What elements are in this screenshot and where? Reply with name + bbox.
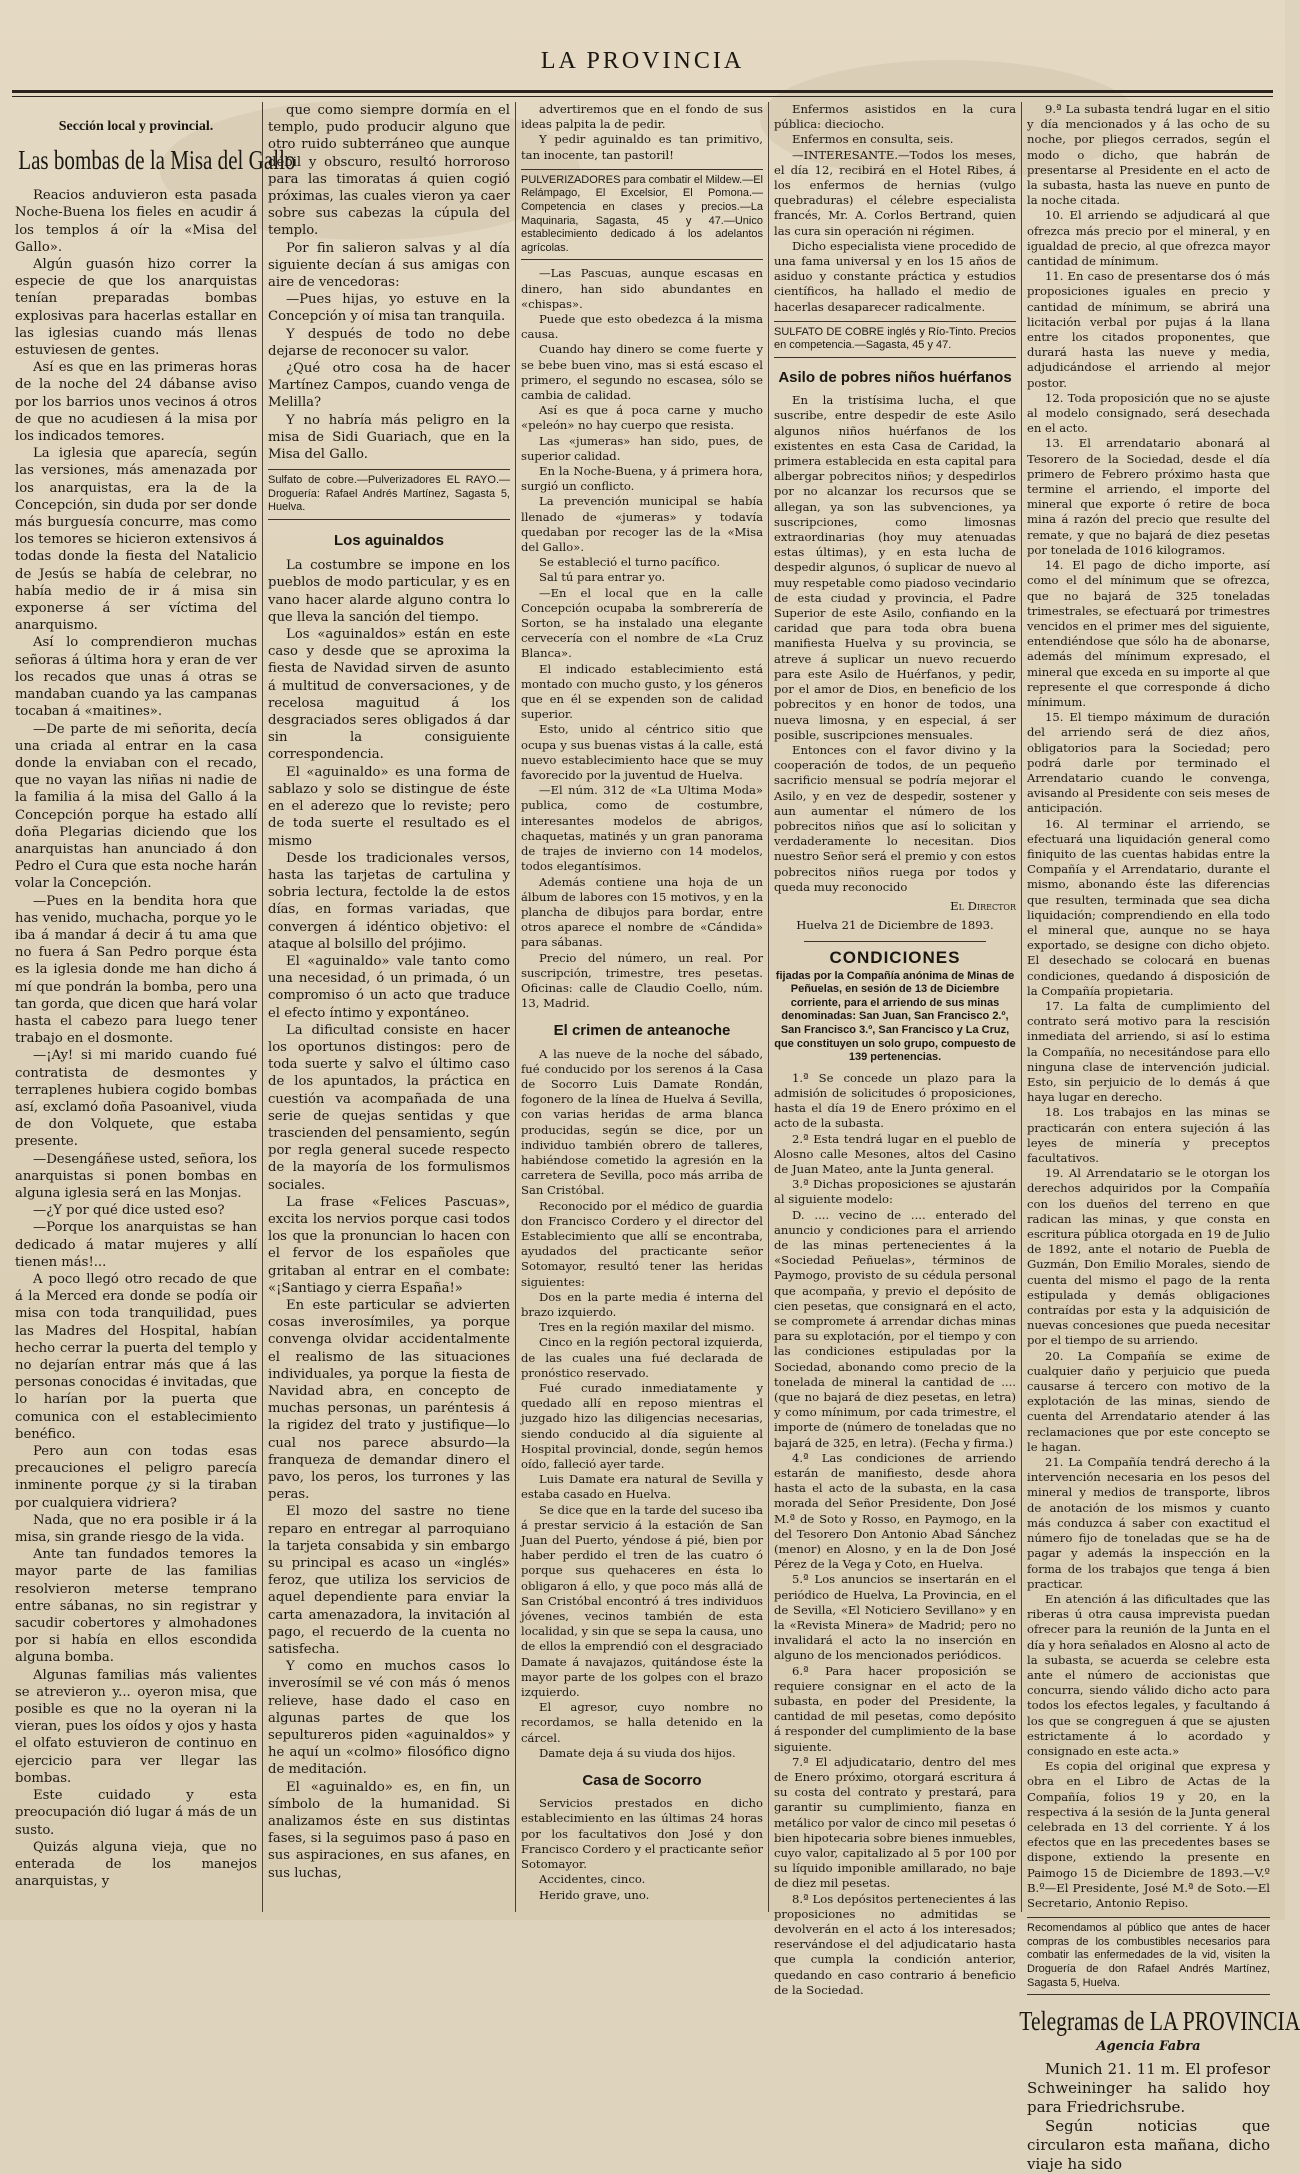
paragraph: En la tristísima lucha, el que suscribe, entre despedir de este Asilo algunos niños huérfanos de los existentes en esta Casa de Caridad, la primera establecida en esta capital para albergar pobrecitos niños; y despedirlos por no alcanzar los recursos que se allegan, ya son las subvenciones, ya suscripciones, como limosnas extraordinarias (hoy muy atenuadas estas últimas), y en esta lucha de despedir algunos, ó suplicar de nuevo al muy respetable como piadoso vecindario de esta ciudad y provincia, el Padre Superior de este Asilo, confiando en la caridad que para toda obra buena manifiesta Huelva y su provincia, se atreve á suplicar un nuevo recuerdo para este Asilo de Huérfanos, y pedir, por el amor de Dios, en beneficio de los pobrecitos y en honor de todos, una nueva limosna, y en especial, á ser posible, suscripciones mensuales.: [774, 393, 1016, 742]
paragraph: Se dice que en la tarde del suceso iba á prestar servicio á la estación de San Juan del Puerto, yéndose á pié, bien por haber perdido el tren de las cuatro ó porque sus quehaceres en ésta lo obligaron á ello, y que poco más allá de San Cristóbal encontró á tres individuos jóvenes, vecinos también de esta localidad, y sin que se sepa la causa, uno de ellos la emprendió con el desgraciado Damate á navajazos, quitándose éste la mayor parte de los golpes con el brazo izquierdo.: [521, 1502, 763, 1700]
paragraph: Herido grave, uno.: [539, 1887, 650, 1902]
signature: El Director: [950, 898, 1016, 913]
column-1: [10, 102, 296, 1912]
paragraph: Dos en la parte media é interna del brazo izquierdo.: [521, 1289, 763, 1319]
paragraph: La frase «Felices Pascuas», excita los nervios porque casi todos los que la pronuncian lo hacen con el fervor de los españoles que gritaban al entrar en el combate: «¡Santiago y cierra España!»: [268, 1194, 510, 1296]
paragraph: A las nueve de la noche del sábado, fué conducido por los serenos á la Casa de Socorro Luis Damate Rondán, fogonero de la línea de Huelva á Sevilla, con varias heridas de arma blanca producidas, según se dice, por un individuo también obrero de talleres, habiéndose cometido la agresión en la carretera de Sevilla, poco más arriba de San Cristóbal.: [521, 1046, 763, 1198]
paragraph: Puede que esto obedezca á la misma causa.: [521, 311, 763, 342]
paragraph: —El núm. 312 de «La Ultima Moda» publica, como de costumbre, interesantes modelos de abrigos, chaquetas, matinés y un gran panorama de trajes de invierno con 14 modelos, todos elegantísimos.: [521, 783, 763, 874]
paragraph: —Porque los anarquistas se han dedicado á matar mujeres y allí tienen más!...: [15, 1220, 257, 1270]
article-body: [268, 557, 510, 1882]
paragraph: 1.ª Se concede un plazo para la admisión de solicitudes ó proposiciones, hasta el día 19 de Enero próximo en el acto de la subasta.: [774, 1070, 1016, 1131]
section-heading: Sección local y provincial.: [58, 119, 214, 134]
paragraph: Y no habría más peligro en la misa de Sidi Guariach, que en la Misa del Gallo.: [268, 412, 510, 463]
agency-name: Agencia Fabra: [1096, 2039, 1201, 2055]
paragraph: Nada, que no era posible ir á la misa, sin grande riesgo de la vida.: [15, 1512, 257, 1546]
paragraph: —De parte de mi señorita, decía una criada al entrar en la casa donde la enviaban con el recado, que no vayan las niñas ni nadie de la familia á la misa del Gallo á la Concepción porque ha estado allí doña Plegarias diciendo que los anarquistas han anunciado á don Pedro el Cura que esta noche harán volar la Concepción.: [15, 721, 257, 892]
paragraph: Entonces con el favor divino y la cooperación de todos, de un pequeño sacrificio mensual se podría mejorar el Asilo, y en vez de despedir, sostener y aun aumentar el número de los pobrecitos niños que así lo solicitan y verdaderamente lo necesitan. Dios nuestro Señor será el premio y con estos pobrecitos niños ruega por todos y queda muy reconocido: [774, 742, 1016, 894]
headline-telegramas: Telegramas de LA PROVINCIA: [1019, 2006, 1300, 2037]
paragraph: ¿Qué otro cosa ha de hacer Martínez Campos, cuando venga de Melilla?: [268, 361, 510, 411]
divider: [804, 941, 986, 942]
article-body: [774, 393, 1016, 895]
article-continuation: [268, 102, 510, 463]
paragraph: Precio del número, un real. Por suscripción, trimestre, tres pesetas. Oficinas: calle de Claudio Coello, núm. 13, Madrid.: [521, 950, 763, 1011]
paragraph: 2.ª Esta tendrá lugar en el pueblo de Alosno calle Mesones, altos del Casino de Juan Mateo, ante la Junta general.: [774, 1131, 1016, 1176]
paragraph: Y como en muchos casos lo inverosímil se vé con más ó menos relieve, hase dado el caso en algunas partes de que los sepultureros piden «aguinaldos» y he aquí un «colmo» filosófico digno de meditación.: [268, 1659, 510, 1778]
paragraph: La prevención municipal se había llenado de «jumeras» y todavía quedaban por recoger las de la «Misa del Gallo».: [521, 494, 763, 555]
paragraph: —Pues en la bendita hora que has venido, muchacha, porque yo le iba á mandar á decir á tu ama que no fuera á San Pedro porque ésta es la iglesia donde me han dicho á mí que pondrán la bomba, pero una tan gorda, que dicen que hará volar hasta el cabezo para luego tener trabajo en el dosmonte.: [15, 893, 257, 1047]
news-items: [774, 102, 1016, 315]
condiciones-subtitle: fijadas por la Compañía anónima de Minas de Peñuelas, en sesión de 13 de Diciembre corriente, para el arriendo de sus minas denominadas: San Juan, San Francisco 2.º, San Francisco 3.º, San Francisco y La Cruz, que constituyen un solo grupo, compuesto de 139 pertenencias.: [774, 969, 1016, 1064]
paragraph: El agresor, cuyo nombre no recordamos, se halla detenido en la cárcel.: [521, 1700, 763, 1745]
paragraph: Y pedir aguinaldo es tan primitivo, tan inocente, tan pastoril!: [521, 132, 763, 162]
paragraph: 17. La falta de cumplimiento del contrato será motivo para la rescisión inmediata del arriendo, si así lo estima la Compañía, no necesitándose para ello ninguna clase de intervención judicial. Esto, sin perjuicio de lo demás á que haya lugar en derecho.: [1027, 998, 1270, 1105]
paragraph: 19. Al Arrendatario se le otorgan los derechos adquiridos por la Compañía con los dueños del terreno en que radican las minas, y que consta en escritura pública otorgada en 19 de Julio de 1892, ante el notario de Puebla de Guzmán, Don Emilio Morales, siendo de cuenta del mismo el pago de la renta estipulada y demás obligaciones contraídas por esta y la adquisición de nuevas concesiones que pueda necesitar por el tiempo de su arriendo.: [1027, 1166, 1270, 1348]
paragraph: Por fin salieron salvas y al día siguiente decían á sus amigas con aire de vencedoras:: [268, 240, 510, 291]
paragraph: Además contiene una hoja de un álbum de labores con 15 motivos, y en la plancha de dibujos para bordar, entre otros aparece el nombre de «Cándida» para sábanas.: [521, 874, 763, 950]
paragraph: En atención á las dificultades que las riberas ú otra causa imprevista puedan ofrecer para la reunión de la Junta en el día y hora señalados en Alosno al acto de la subasta, se acuerda se celebre esta ante el número de accionistas que concurra, siendo válido dicho acto para todos los efectos legales, y facultando á los que se congreguen á que se ajusten estrictamente á lo acordado y consignado en este acta.»: [1027, 1591, 1270, 1758]
paragraph: El «aguinaldo» vale tanto como una necesidad, ó un primada, ó un compromiso ó un acto que traduce el efecto íntimo y expontáneo.: [268, 953, 510, 1021]
paragraph: 18. Los trabajos en las minas se practicarán con entera sujeción á las leyes de minería y preceptos facultativos.: [1027, 1105, 1270, 1166]
paragraph: Accidentes, cinco.: [539, 1872, 646, 1887]
paragraph: 12. Toda proposición que no se ajuste al modelo consignado, será desechada en el acto.: [1027, 390, 1270, 436]
advert-sulfato-cobre: SULFATO DE COBRE inglés y Río-Tinto. Precios en competencia.—Sagasta, 45 y 47.: [774, 321, 1016, 358]
paragraph: Dicho especialista viene procedido de una fama universal y en los 15 años de asiduo y constante práctica y estudios científicos, ha hallado el medio de hacerlas desaparecer radicalmente.: [774, 238, 1016, 314]
paragraph: Reconocido por el médico de guardia don Francisco Cordero y el director del Establecimiento que allí se encontraba, ayudados del practicante señor Sotomayor, resultó tener las heridas siguientes:: [521, 1198, 763, 1289]
paragraph: En este particular se advierten cosas inverosímiles, ya porque convenga olvidar accidentalmente el realismo de las situaciones individuales, ya porque la fiesta de Navidad abra, en concepto de muchas personas, un paréntesis á la rigidez del trato y justifique—lo cual nos parece absurdo—la franqueza de demandar dinero el pavo, los peros, los turrones y las peras.: [268, 1297, 510, 1503]
paragraph: 16. Al terminar el arriendo, se efectuará una liquidación general como finiquito de las cuentas habidas entre la Compañía y el Arrendatario, durante el mismo, abonando éste las diferencias que resulten, terminada que sea dicha liquidación; comprendiendo en ella todo el mineral que, aunque no se haya exportado, se designe con dicho objeto. El desechado se colocará en buenas condiciones, quedando á disposición de la Compañía propietaria.: [1027, 816, 1270, 998]
paragraph: 3.ª Dichas proposiciones se ajustarán al siguiente modelo:: [774, 1177, 1016, 1207]
headline-casa-socorro: Casa de Socorro: [582, 1772, 702, 1790]
paragraph: Es copia del original que expresa y obra en el Libro de Actas de la Compañía, folios 19 y 20, en la respectiva á la sesión de la Junta general celebrada en 13 del corriente. Y á los efectos que en las precedentes bases se dispone, extiendo la presente en Paimogo 15 de Diciembre de 1893.—V.º B.º—El Presidente, José M.ª de Soto.—El Secretario, Antonio Repiso.: [1027, 1759, 1270, 1910]
news-items: [521, 266, 763, 1011]
paragraph: —Pues hijas, yo estuve en la Concepción y oí misa tan tranquila.: [268, 292, 510, 325]
column-3: [516, 102, 769, 1912]
paragraph: 7.ª El adjudicatario, dentro del mes de Enero próximo, otorgará escritura á su costa del contrato y prestará, para garantir su cumplimiento, fianza en metálico por valor de cinco mil pesetas ó bien hipotecaria sobre bienes inmuebles, cuyo valor, capitalizado al 5 por 100 por su líquido imponible amillarado, no baje de diez mil pesetas.: [774, 1754, 1017, 1891]
paragraph: Así lo comprendieron muchas señoras á última hora y eran de ver los recados que unas á otras se mandaban cuando ya las campanas tocaban á «maitines».: [15, 635, 257, 720]
headline-bombas: Las bombas de la Misa del Gallo: [18, 145, 296, 176]
paragraph: Enfermos en consulta, seis.: [792, 132, 954, 147]
paragraph: —¡Ay! si mi marido cuando fué contratista de desmontes y terraplenes hubiera cogido bombas así, exclamó doña Pasoanivel, viuda de don Volquete, que estaba presente.: [15, 1048, 257, 1150]
article-continuation: [521, 102, 763, 163]
paragraph: Algún guasón hizo correr la especie de que los anarquistas tenían preparadas bombas explosivas para hacerlas estallar en las iglesias cuando más llenas estuviesen de gentes.: [15, 257, 257, 359]
conditions-list-continued: [1027, 102, 1270, 1911]
paragraph: El indicado establecimiento está montado con mucho gusto, y los géneros que en él se expenden son de calidad superior.: [521, 661, 763, 722]
paragraph: 10. El arriendo se adjudicará al que ofrezca más precio por el mineral, y en igualdad de precio, al que ofrezca mayor cantidad de mínimum.: [1027, 208, 1270, 269]
paragraph: 8.ª Los depósitos pertenecientes á las proposiciones no admitidas se devolverán en el acto á los interesados; reservándose el del adjudicatario hasta que cumpla la condición anterior, quedando en caso contrario á beneficio de la Sociedad.: [774, 1891, 1016, 1997]
masthead: LA PROVINCIA: [540, 48, 745, 74]
paragraph: Reacios anduvieron esta pasada Noche-Buena los fieles en acudir á los templos á oír la «Misa del Gallo».: [15, 188, 257, 255]
article-body: [521, 1796, 763, 1902]
paragraph: —¿Y por qué dice usted eso?: [33, 1203, 225, 1219]
paragraph: 5.ª Los anuncios se insertarán en el periódico de Huelva, La Provincia, en el de Sevilla, «El Noticiero Sevillano» y en la «Revista Minera» de Madrid; pero no invalidará el acto la no inserción en alguno de los mencionados periódicos.: [774, 1572, 1016, 1663]
conditions-list: [774, 1071, 1016, 1998]
masthead-rule: [12, 90, 1273, 97]
paragraph: 13. El arrendatario abonará al Tesorero de la Sociedad, desde el día primero de Febrero próximo hasta que termine el arriendo, el importe del mineral que exporte ó retire de boca mina á razón del precio que resulte del remate, y que no bajará de diez pesetas por tonelada de 1016 kilogramos.: [1027, 436, 1270, 557]
paragraph: Cinco en la región pectoral izquierda, de las cuales una fué declarada de pronóstico reservado.: [521, 1335, 763, 1380]
advert-sulfato: Sulfato de cobre.—Pulverizadores EL RAYO.—Droguería: Rafael Andrés Martínez, Sagasta 5, Huelva.: [268, 469, 510, 520]
paragraph: Ante tan fundados temores la mayor parte de las familias resolvieron meterse temprano entre sábanas, no sin registrar y sacudir cobertores y almohadones por si había en ellos escondida alguna bomba.: [15, 1547, 257, 1666]
paragraph: Algunas familias más valientes se atrevieron y... oyeron misa, que posible es que no la oyeran ni la vieran, pues los oídos y ojos y hasta el olfato estuvieron de continuo en ejercicio para ver llegar las bombas.: [15, 1667, 257, 1786]
article-body: [15, 187, 257, 1890]
column-4: [769, 102, 1022, 1997]
paragraph: Servicios prestados en dicho establecimiento en las últimas 24 horas por los facultativos don José y don Francisco Cordero y el practicante señor Sotomayor.: [521, 1796, 763, 1872]
paragraph: 11. En caso de presentarse dos ó más proposiciones iguales en precio y cantidad de mínimum, se abrirá una licitación verbal por pujas á la llana entre los citados proponentes, que durará hasta las nueve y media, adjudicándose el arriendo al mejor postor.: [1027, 269, 1270, 390]
column-5: [1019, 102, 1300, 2174]
paragraph: Munich 21. 11 m. El profesor Schweininger ha salido hoy para Friedrichsrube.: [1027, 2060, 1270, 2117]
paragraph: —En el local que en la calle Concepción ocupaba la sombrerería de Sorton, se ha instalado una elegante cervecería con el nombre de «La Cruz Blanca».: [521, 585, 763, 661]
paragraph: En la Noche-Buena, y á primera hora, surgió un conflicto.: [521, 464, 763, 494]
paragraph: Cuando hay dinero se come fuerte y se bebe buen vino, mas si está escaso el primero, el segundo no escasea, sólo se cambia de calidad.: [521, 342, 763, 402]
paragraph: Luis Damate era natural de Sevilla y estaba casado en Huelva.: [521, 1472, 763, 1502]
paragraph: —Las Pascuas, aunque escasas en dinero, han sido abundantes en «chispas».: [521, 266, 763, 311]
paragraph: Según noticias que circularon esta mañana, dicho viaje ha sido: [1027, 2117, 1270, 2174]
paragraph: Enfermos asistidos en la cura pública: dieciocho.: [774, 102, 1016, 132]
paragraph: D. .... vecino de .... enterado del anuncio y condiciones para el arriendo de las minas pertenecientes á la «Sociedad Peñuelas», términos de Paymogo, provisto de su cédula personal que acompaña, y previo el depósito de cien pesetas, que consignará en el acto, se compromete á arrendar dichas minas para su explotación, por el tiempo y con las condiciones estipuladas por la Sociedad, abonando como precio de la tonelada de mineral la cantidad de .... (que no bajará de diez pesetas, en letra) y como mínimum, por cada trimestre, el importe de (número de toneladas que no bajará de 325, en letra). (Fecha y firma.): [774, 1207, 1016, 1450]
paragraph: Tres en la región maxilar del mismo.: [539, 1320, 755, 1335]
column-2: [263, 102, 516, 1912]
paragraph: Quizás alguna vieja, que no enterada de los manejos anarquistas, y: [15, 1839, 257, 1890]
columns: [10, 102, 1300, 2174]
paragraph: La dificultad consiste en hacer los oportunos distingos: pero de toda suerte y salvo el último caso de los apuntados, la práctica en cuestión va acompañada de una serie de quejas sentidas y que trascienden del pensamiento, según por regla general sucede respecto de la mayoría de los formulismos sociales.: [268, 1022, 510, 1193]
paragraph: 14. El pago de dicho importe, así como el del mínimum que se ofrezca, que no bajará de 325 toneladas trimestrales, se efectuará por trimestres vencidos en el primer mes del siguiente, entendiéndose que sólo ha de abonarse, además del mínimum expresado, el mineral que exceda en su importe al que represente el que corresponde á dicho mínimum.: [1027, 558, 1270, 709]
paragraph: Damate deja á su viuda dos hijos.: [539, 1745, 736, 1760]
paragraph: que como siempre dormía en el templo, pudo producir alguno que otro ruido subterráneo que aunque débil y obscuro, resultó horroroso para las timoratas á quien cogió próximas, las cuales vieron ya caer sobre sus cabezas la cúpula del templo.: [268, 103, 510, 239]
paragraph: Se estableció el turno pacífico.: [539, 555, 721, 570]
advert-drogueria: Recomendamos al público que antes de hacer compras de los combustibles necesarios para combatir las enfermedades de la vid, visiten la Droguería de don Rafael Andrés Martínez, Sagasta 5, Huelva.: [1027, 1917, 1270, 1995]
paragraph: advertiremos que en el fondo de sus ideas palpita la de pedir.: [521, 102, 763, 132]
paragraph: Fué curado inmediatamente y quedado allí en reposo mientras el juzgado hizo las diligencias necesarias, siendo conducido al día siguiente al Hospital provincial, donde, según hemos oído, falleció ayer tarde.: [521, 1381, 763, 1472]
paragraph: 4.ª Las condiciones de arriendo estarán de manifiesto, desde ahora hasta el acto de la subasta, en la casa morada del Señor Presidente, Don José M.ª de Soto y Rosso, en Paymogo, en la del Tesorero Don Antonio Abad Sánchez (menor) en Alosno, y en la de Don José Pérez de la Vega y Coto, en Huelva.: [774, 1450, 1016, 1572]
headline-asilo: Asilo de pobres niños huérfanos: [778, 369, 1012, 387]
headline-aguinaldos: Los aguinaldos: [333, 532, 444, 550]
paragraph: —INTERESANTE.—Todos los meses, el día 12, recibirá en el Hotel Ribes, á los enfermos de hernias (vulgo quebraduras) el célebre especialista francés, Mr. A. Corlos Bertrand, quien las cura sin operación ni régimen.: [774, 147, 1016, 238]
paragraph: Sal tú para entrar yo.: [539, 570, 666, 585]
paragraph: El «aguinaldo» es, en fin, un símbolo de la humanidad. Si analizamos éste en sus distintas fases, si la seguimos paso á paso en sus aspiraciones, en sus afanes, en sus luchas,: [268, 1779, 510, 1881]
telegram-body: [1027, 2060, 1270, 2174]
headline-crimen: El crimen de anteanoche: [553, 1022, 731, 1040]
paragraph: A poco llegó otro recado de que á la Merced era donde se podía oir misa con toda tranquilidad, pues las Madres del Hospital, habían hecho cerrar la puerta del templo y no dejarían entrar más que á las personas conocidas é invitadas, que lo harían por la puerta que comunica con el establecimiento benéfico.: [15, 1272, 257, 1442]
paragraph: El mozo del sastre no tiene reparo en entregar al parroquiano la tarjeta consabida y sin embargo su principal es acaso un «inglés» feroz, que utiliza los servicios de aquel dependiente para enviar la carta amenazadora, la invitación al pago, el recuerdo de la cuenta no satisfecha.: [268, 1504, 510, 1658]
paragraph: El «aguinaldo» es una forma de sablazo y solo se distingue de éste en el aderezo que lo reviste; pero de toda suerte el resultado es el mismo: [268, 764, 510, 849]
paragraph: 21. La Compañía tendrá derecho á la intervención necesaria en los pesos del mineral y medios de transporte, libros de anotación de los mismos y cuanto más conduzca á saber con exactitud el número fijo de toneladas que se ha de pagar y además la inspección en la forma de los trabajos que tenga á bien practicar.: [1027, 1455, 1270, 1591]
paragraph: 20. La Compañía se exime de cualquier daño y perjuicio que pueda causarse á tercero con motivo de la explotación de las minas, siendo de cuenta del Arrendatario atender á las reclamaciones que por este concepto se le hagan.: [1027, 1348, 1270, 1454]
paragraph: La iglesia que aparecía, según las versiones, más amenazada por los anarquistas, era la de la Concepción, sin duda por ser donde más burguesía concurre, mas como los temores se hicieron extensivos á todas donde la fiesta del Natalicio de Jesús se había de celebrar, no había medio de ir á misa sin exponerse á ser víctima del anarquismo.: [15, 446, 257, 634]
paragraph: Y después de todo no debe dejarse de reconocer su valor.: [268, 326, 510, 359]
paragraph: —Desengáñese usted, señora, los anarquistas si ponen bombas en alguna iglesia será en las Monjas.: [15, 1151, 257, 1201]
article-body: [521, 1047, 763, 1762]
paragraph: Este cuidado y esta preocupación dió lugar á más de un susto.: [15, 1788, 257, 1838]
paragraph: Los «aguinaldos» están en este caso y desde que se aproxima la fiesta de Navidad sirven de asunto á multitud de conversaciones, y de recelosa maguitud á los desgraciados seres obligados á dar sin la consiguiente correspondencia.: [268, 627, 510, 763]
paragraph: Esto, unido al céntrico sitio que ocupa y sus buenas vistas á la calle, está nuevo establecimiento hace que se muy favorecido por la juventud de Huelva.: [521, 722, 763, 783]
paragraph: Así es que en las primeras horas de la noche del 24 dábanse aviso por los barrios unos vecinos á otros de que no acudiesen á la misa por los indicados temores.: [15, 360, 257, 445]
paragraph: 9.ª La subasta tendrá lugar en el sitio y día mencionados y á las ocho de su noche, por pliegos cerrados, según el modo o dicho, que habrán de presentarse al Presidente en el acto de la subasta, hasta las nueve en punto de la noche citada.: [1027, 102, 1270, 208]
paragraph: Las «jumeras» han sido, pues, de superior calidad.: [521, 433, 763, 463]
dateline: Huelva 21 de Diciembre de 1893.: [796, 918, 994, 933]
paragraph: La costumbre se impone en los pueblos de modo particular, y es en vano hacer alarde alguno contra lo que lleva la sanción del tiempo.: [268, 558, 510, 625]
paragraph: 6.ª Para hacer proposición se requiere consignar en el acto de la subasta, en poder del Presidente, la cantidad de mil pesetas, como depósito á responder del cumplimiento de la base siguiente.: [774, 1663, 1016, 1754]
advert-pulverizadores: PULVERIZADORES para combatir el Mildew.—El Relámpago, El Excelsior, El Pomona.—Competencia en clases y precios.—La Maquinaria, Sagasta, 45 y 47.—Unico establecimiento dedicado á los adelantos agrícolas.: [521, 169, 763, 261]
paragraph: 15. El tiempo máximum de duración del arriendo será de diez años, obligatorios para la Sociedad; pero podrá darle por terminado el Arrendatario cuando le convenga, avisando al Presidente con seis meses de anticipación.: [1027, 710, 1270, 816]
headline-condiciones: CONDICIONES: [829, 948, 961, 968]
paragraph: Desde los tradicionales versos, hasta las tarjetas de cartulina y sobria lectura, fectolde la de estos días, en formas variadas, que convergen á idéntico objetivo: el ataque al bolsillo del prójimo.: [268, 850, 510, 952]
paragraph: Así es que á poca carne y mucho «peleón» no hay cuerpo que resista.: [521, 403, 763, 433]
paragraph: Pero aun con todas esas precauciones el peligro parecía inminente porque ¿y si la tiraban por cualquiera vidriera?: [15, 1444, 257, 1511]
